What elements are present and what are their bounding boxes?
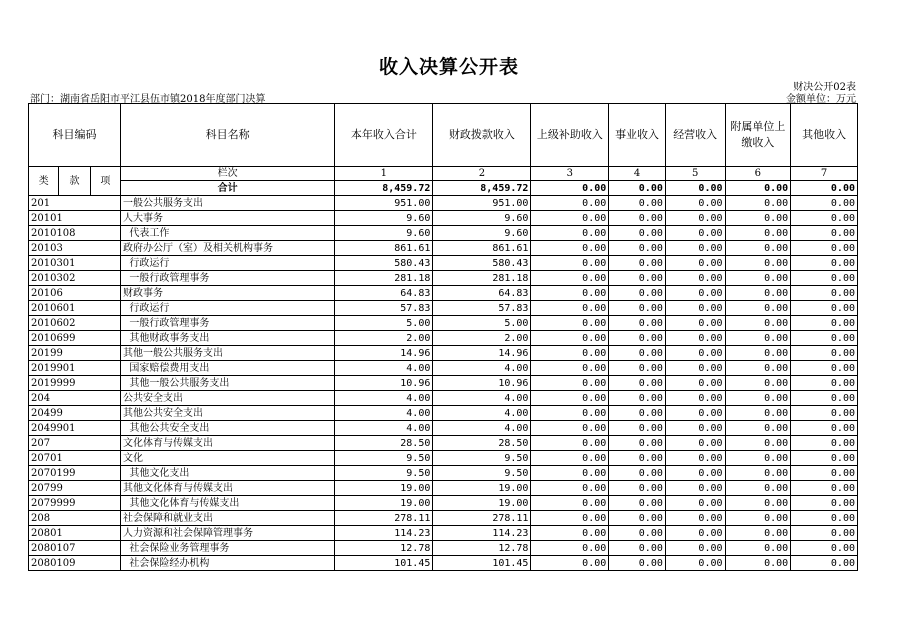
page-title: 收入决算公开表 <box>378 56 519 78</box>
col-number: 6 <box>725 167 791 181</box>
amount-cell: 9.50 <box>433 451 531 466</box>
column-number-row <box>29 167 858 181</box>
amount-cell: 0.00 <box>531 556 609 571</box>
amount-cell: 0.00 <box>531 211 609 226</box>
subject-code: 2010602 <box>29 316 121 331</box>
table-row <box>29 361 858 376</box>
amount-cell: 19.00 <box>433 481 531 496</box>
subject-name: 其他一般公共服务支出 <box>121 376 335 391</box>
income-table <box>28 103 858 571</box>
amount-cell: 0.00 <box>609 421 666 436</box>
subject-name: 文化体育与传媒支出 <box>121 436 335 451</box>
amount-cell: 0.00 <box>531 451 609 466</box>
amount-cell: 0.00 <box>609 256 666 271</box>
amount-cell: 0.00 <box>791 301 858 316</box>
amount-cell: 0.00 <box>665 241 725 256</box>
subject-name: 其他文化支出 <box>121 466 335 481</box>
amount-cell: 0.00 <box>791 481 858 496</box>
amount-cell: 4.00 <box>433 421 531 436</box>
amount-cell: 278.11 <box>433 511 531 526</box>
amount-cell: 0.00 <box>725 286 791 301</box>
amount-cell: 19.00 <box>335 481 433 496</box>
amount-cell: 0.00 <box>531 466 609 481</box>
subject-code: 207 <box>29 436 121 451</box>
amount-cell: 0.00 <box>531 316 609 331</box>
amount-cell: 0.00 <box>665 451 725 466</box>
amount-cell: 0.00 <box>609 346 666 361</box>
header-kuan: 款 <box>59 167 90 196</box>
amount-cell: 0.00 <box>531 361 609 376</box>
header-total: 本年收入合计 <box>335 104 433 167</box>
amount-cell: 4.00 <box>433 406 531 421</box>
col-number: 4 <box>609 167 666 181</box>
subject-name: 社会保险业务管理事务 <box>121 541 335 556</box>
total-value: 0.00 <box>791 181 858 196</box>
amount-cell: 0.00 <box>725 346 791 361</box>
amount-cell: 2.00 <box>335 331 433 346</box>
subject-code: 20701 <box>29 451 121 466</box>
table-row <box>29 541 858 556</box>
amount-cell: 0.00 <box>725 451 791 466</box>
amount-cell: 0.00 <box>725 526 791 541</box>
table-row <box>29 376 858 391</box>
table-row <box>29 256 858 271</box>
amount-cell: 9.60 <box>433 226 531 241</box>
amount-cell: 0.00 <box>725 226 791 241</box>
amount-cell: 0.00 <box>609 406 666 421</box>
header-lei: 类 <box>29 167 59 196</box>
amount-cell: 0.00 <box>725 196 791 211</box>
amount-cell: 0.00 <box>609 331 666 346</box>
header-operating: 经营收入 <box>665 104 725 167</box>
amount-cell: 0.00 <box>609 481 666 496</box>
header-affiliated: 附属单位上缴收入 <box>725 104 791 167</box>
amount-cell: 0.00 <box>665 421 725 436</box>
amount-cell: 580.43 <box>335 256 433 271</box>
header-business: 事业收入 <box>609 104 666 167</box>
amount-cell: 0.00 <box>665 361 725 376</box>
amount-cell: 5.00 <box>335 316 433 331</box>
amount-cell: 0.00 <box>725 271 791 286</box>
table-row <box>29 331 858 346</box>
col-number: 1 <box>335 167 433 181</box>
amount-cell: 0.00 <box>665 226 725 241</box>
amount-cell: 0.00 <box>791 346 858 361</box>
amount-cell: 0.00 <box>791 271 858 286</box>
amount-cell: 9.60 <box>433 211 531 226</box>
amount-cell: 4.00 <box>433 361 531 376</box>
amount-cell: 5.00 <box>433 316 531 331</box>
amount-cell: 19.00 <box>433 496 531 511</box>
amount-cell: 101.45 <box>335 556 433 571</box>
subject-code: 2049901 <box>29 421 121 436</box>
amount-cell: 0.00 <box>609 436 666 451</box>
amount-cell: 0.00 <box>725 541 791 556</box>
amount-cell: 64.83 <box>433 286 531 301</box>
subject-name: 人大事务 <box>121 211 335 226</box>
amount-cell: 861.61 <box>335 241 433 256</box>
subject-name: 财政事务 <box>121 286 335 301</box>
amount-cell: 278.11 <box>335 511 433 526</box>
amount-cell: 0.00 <box>609 271 666 286</box>
subject-code: 2080107 <box>29 541 121 556</box>
subject-name: 社会保障和就业支出 <box>121 511 335 526</box>
amount-cell: 12.78 <box>433 541 531 556</box>
amount-cell: 0.00 <box>609 226 666 241</box>
amount-cell: 0.00 <box>531 271 609 286</box>
total-value: 0.00 <box>531 181 609 196</box>
subject-code: 20801 <box>29 526 121 541</box>
amount-cell: 4.00 <box>335 406 433 421</box>
amount-cell: 0.00 <box>791 226 858 241</box>
subject-code: 20106 <box>29 286 121 301</box>
subject-code: 2079999 <box>29 496 121 511</box>
amount-cell: 0.00 <box>609 286 666 301</box>
subject-code: 20799 <box>29 481 121 496</box>
amount-cell: 0.00 <box>609 451 666 466</box>
amount-cell: 0.00 <box>665 196 725 211</box>
subject-code: 2010302 <box>29 271 121 286</box>
form-code: 财决公开02表 <box>793 82 856 93</box>
amount-cell: 0.00 <box>665 406 725 421</box>
subject-code: 2080109 <box>29 556 121 571</box>
amount-cell: 0.00 <box>791 196 858 211</box>
amount-cell: 9.60 <box>335 211 433 226</box>
amount-cell: 0.00 <box>665 496 725 511</box>
amount-cell: 0.00 <box>531 241 609 256</box>
table-row <box>29 526 858 541</box>
amount-cell: 19.00 <box>335 496 433 511</box>
table-row <box>29 496 858 511</box>
table-row <box>29 466 858 481</box>
amount-cell: 0.00 <box>791 361 858 376</box>
amount-cell: 0.00 <box>665 526 725 541</box>
amount-cell: 0.00 <box>725 421 791 436</box>
table-row <box>29 286 858 301</box>
amount-cell: 861.61 <box>433 241 531 256</box>
table-row <box>29 421 858 436</box>
table-row <box>29 271 858 286</box>
amount-cell: 0.00 <box>791 466 858 481</box>
amount-cell: 10.96 <box>433 376 531 391</box>
subject-name: 行政运行 <box>121 301 335 316</box>
amount-cell: 14.96 <box>335 346 433 361</box>
amount-cell: 0.00 <box>609 196 666 211</box>
subject-code: 2070199 <box>29 466 121 481</box>
table-row <box>29 211 858 226</box>
amount-cell: 57.83 <box>433 301 531 316</box>
amount-cell: 0.00 <box>609 511 666 526</box>
header-name: 科目名称 <box>121 104 335 167</box>
total-value: 0.00 <box>609 181 666 196</box>
table-row <box>29 226 858 241</box>
subject-name: 一般公共服务支出 <box>121 196 335 211</box>
header-xiang: 项 <box>90 167 120 196</box>
amount-cell: 0.00 <box>531 286 609 301</box>
amount-cell: 0.00 <box>531 256 609 271</box>
amount-cell: 0.00 <box>531 496 609 511</box>
amount-cell: 0.00 <box>725 466 791 481</box>
amount-cell: 0.00 <box>665 436 725 451</box>
amount-cell: 0.00 <box>725 496 791 511</box>
table-row <box>29 406 858 421</box>
col-number: 3 <box>531 167 609 181</box>
amount-cell: 0.00 <box>609 496 666 511</box>
table-row <box>29 436 858 451</box>
amount-cell: 4.00 <box>335 391 433 406</box>
amount-cell: 64.83 <box>335 286 433 301</box>
subject-name: 其他公共安全支出 <box>121 421 335 436</box>
total-value: 8,459.72 <box>433 181 531 196</box>
total-value: 8,459.72 <box>335 181 433 196</box>
unit-label: 金额单位：万元 <box>786 94 856 105</box>
subject-code: 208 <box>29 511 121 526</box>
amount-cell: 0.00 <box>725 436 791 451</box>
subject-code: 201 <box>29 196 121 211</box>
amount-cell: 0.00 <box>791 541 858 556</box>
subject-name: 国家赔偿费用支出 <box>121 361 335 376</box>
amount-cell: 0.00 <box>725 481 791 496</box>
amount-cell: 0.00 <box>791 526 858 541</box>
amount-cell: 4.00 <box>335 421 433 436</box>
amount-cell: 0.00 <box>531 526 609 541</box>
header-fiscal: 财政拨款收入 <box>433 104 531 167</box>
amount-cell: 0.00 <box>609 376 666 391</box>
amount-cell: 0.00 <box>531 226 609 241</box>
table-row <box>29 241 858 256</box>
amount-cell: 101.45 <box>433 556 531 571</box>
header-superior: 上级补助收入 <box>531 104 609 167</box>
amount-cell: 0.00 <box>791 496 858 511</box>
amount-cell: 10.96 <box>335 376 433 391</box>
amount-cell: 0.00 <box>609 391 666 406</box>
amount-cell: 4.00 <box>433 391 531 406</box>
subject-code: 2019999 <box>29 376 121 391</box>
header-code: 科目编码 <box>29 104 121 167</box>
amount-cell: 2.00 <box>433 331 531 346</box>
amount-cell: 0.00 <box>665 271 725 286</box>
amount-cell: 0.00 <box>791 421 858 436</box>
amount-cell: 0.00 <box>725 391 791 406</box>
table-row <box>29 391 858 406</box>
subject-name: 公共安全支出 <box>121 391 335 406</box>
amount-cell: 0.00 <box>725 556 791 571</box>
subject-code: 2010699 <box>29 331 121 346</box>
table-row <box>29 556 858 571</box>
subject-name: 其他文化体育与传媒支出 <box>121 481 335 496</box>
col-number: 5 <box>665 167 725 181</box>
amount-cell: 0.00 <box>665 541 725 556</box>
amount-cell: 4.00 <box>335 361 433 376</box>
total-row <box>29 181 858 196</box>
department-label: 部门：湖南省岳阳市平江县伍市镇2018年度部门决算 <box>30 94 266 105</box>
amount-cell: 57.83 <box>335 301 433 316</box>
header-other: 其他收入 <box>791 104 858 167</box>
amount-cell: 0.00 <box>609 301 666 316</box>
amount-cell: 0.00 <box>725 331 791 346</box>
amount-cell: 114.23 <box>335 526 433 541</box>
amount-cell: 0.00 <box>791 436 858 451</box>
total-value: 0.00 <box>725 181 791 196</box>
col-number: 7 <box>791 167 858 181</box>
table-row <box>29 511 858 526</box>
amount-cell: 0.00 <box>665 316 725 331</box>
subject-code: 20101 <box>29 211 121 226</box>
table-row <box>29 301 858 316</box>
amount-cell: 0.00 <box>725 376 791 391</box>
amount-cell: 0.00 <box>791 511 858 526</box>
subject-code: 204 <box>29 391 121 406</box>
amount-cell: 0.00 <box>665 481 725 496</box>
subject-code: 2010301 <box>29 256 121 271</box>
total-label: 合计 <box>121 181 335 196</box>
amount-cell: 0.00 <box>531 511 609 526</box>
amount-cell: 0.00 <box>725 301 791 316</box>
amount-cell: 0.00 <box>531 376 609 391</box>
amount-cell: 0.00 <box>791 211 858 226</box>
amount-cell: 0.00 <box>665 346 725 361</box>
subject-name: 其他文化体育与传媒支出 <box>121 496 335 511</box>
subject-name: 文化 <box>121 451 335 466</box>
amount-cell: 0.00 <box>531 481 609 496</box>
subject-name: 一般行政管理事务 <box>121 271 335 286</box>
subject-code: 2010601 <box>29 301 121 316</box>
amount-cell: 281.18 <box>433 271 531 286</box>
amount-cell: 0.00 <box>725 241 791 256</box>
amount-cell: 0.00 <box>531 331 609 346</box>
amount-cell: 951.00 <box>433 196 531 211</box>
amount-cell: 0.00 <box>609 211 666 226</box>
subject-code: 2010108 <box>29 226 121 241</box>
amount-cell: 0.00 <box>531 346 609 361</box>
amount-cell: 9.60 <box>335 226 433 241</box>
amount-cell: 0.00 <box>609 316 666 331</box>
amount-cell: 0.00 <box>725 511 791 526</box>
amount-cell: 0.00 <box>791 376 858 391</box>
amount-cell: 0.00 <box>665 556 725 571</box>
amount-cell: 0.00 <box>665 331 725 346</box>
amount-cell: 0.00 <box>665 256 725 271</box>
table-row <box>29 481 858 496</box>
table-row <box>29 196 858 211</box>
subject-name: 代表工作 <box>121 226 335 241</box>
amount-cell: 0.00 <box>725 211 791 226</box>
amount-cell: 0.00 <box>609 556 666 571</box>
subject-name: 人力资源和社会保障管理事务 <box>121 526 335 541</box>
total-value: 0.00 <box>665 181 725 196</box>
lanci-label: 栏次 <box>121 167 335 181</box>
amount-cell: 0.00 <box>609 466 666 481</box>
amount-cell: 0.00 <box>665 286 725 301</box>
subject-name: 其他一般公共服务支出 <box>121 346 335 361</box>
table-row <box>29 346 858 361</box>
amount-cell: 281.18 <box>335 271 433 286</box>
amount-cell: 0.00 <box>791 241 858 256</box>
amount-cell: 0.00 <box>665 511 725 526</box>
amount-cell: 9.50 <box>433 466 531 481</box>
header-row <box>29 104 858 167</box>
subject-name: 行政运行 <box>121 256 335 271</box>
amount-cell: 9.50 <box>335 466 433 481</box>
subject-name: 一般行政管理事务 <box>121 316 335 331</box>
amount-cell: 580.43 <box>433 256 531 271</box>
amount-cell: 0.00 <box>609 361 666 376</box>
amount-cell: 0.00 <box>531 421 609 436</box>
amount-cell: 0.00 <box>665 376 725 391</box>
table-row <box>29 316 858 331</box>
col-number: 2 <box>433 167 531 181</box>
amount-cell: 0.00 <box>531 196 609 211</box>
amount-cell: 0.00 <box>791 316 858 331</box>
amount-cell: 9.50 <box>335 451 433 466</box>
amount-cell: 0.00 <box>791 451 858 466</box>
amount-cell: 0.00 <box>665 391 725 406</box>
subject-code: 20103 <box>29 241 121 256</box>
amount-cell: 0.00 <box>665 301 725 316</box>
amount-cell: 28.50 <box>433 436 531 451</box>
amount-cell: 0.00 <box>531 406 609 421</box>
amount-cell: 0.00 <box>791 256 858 271</box>
amount-cell: 0.00 <box>531 436 609 451</box>
subject-name: 政府办公厅（室）及相关机构事务 <box>121 241 335 256</box>
amount-cell: 0.00 <box>665 466 725 481</box>
amount-cell: 114.23 <box>433 526 531 541</box>
amount-cell: 0.00 <box>609 526 666 541</box>
subject-name: 其他公共安全支出 <box>121 406 335 421</box>
table-row <box>29 451 858 466</box>
amount-cell: 0.00 <box>531 301 609 316</box>
amount-cell: 14.96 <box>433 346 531 361</box>
amount-cell: 12.78 <box>335 541 433 556</box>
subject-code: 20199 <box>29 346 121 361</box>
amount-cell: 0.00 <box>609 541 666 556</box>
amount-cell: 0.00 <box>725 316 791 331</box>
amount-cell: 0.00 <box>725 361 791 376</box>
subject-name: 社会保险经办机构 <box>121 556 335 571</box>
subject-code: 2019901 <box>29 361 121 376</box>
amount-cell: 0.00 <box>531 541 609 556</box>
amount-cell: 0.00 <box>609 241 666 256</box>
amount-cell: 0.00 <box>725 256 791 271</box>
amount-cell: 951.00 <box>335 196 433 211</box>
amount-cell: 0.00 <box>531 391 609 406</box>
amount-cell: 0.00 <box>791 406 858 421</box>
amount-cell: 0.00 <box>791 556 858 571</box>
amount-cell: 0.00 <box>665 211 725 226</box>
amount-cell: 0.00 <box>725 406 791 421</box>
amount-cell: 28.50 <box>335 436 433 451</box>
subject-name: 其他财政事务支出 <box>121 331 335 346</box>
amount-cell: 0.00 <box>791 286 858 301</box>
amount-cell: 0.00 <box>791 331 858 346</box>
amount-cell: 0.00 <box>791 391 858 406</box>
subject-code: 20499 <box>29 406 121 421</box>
